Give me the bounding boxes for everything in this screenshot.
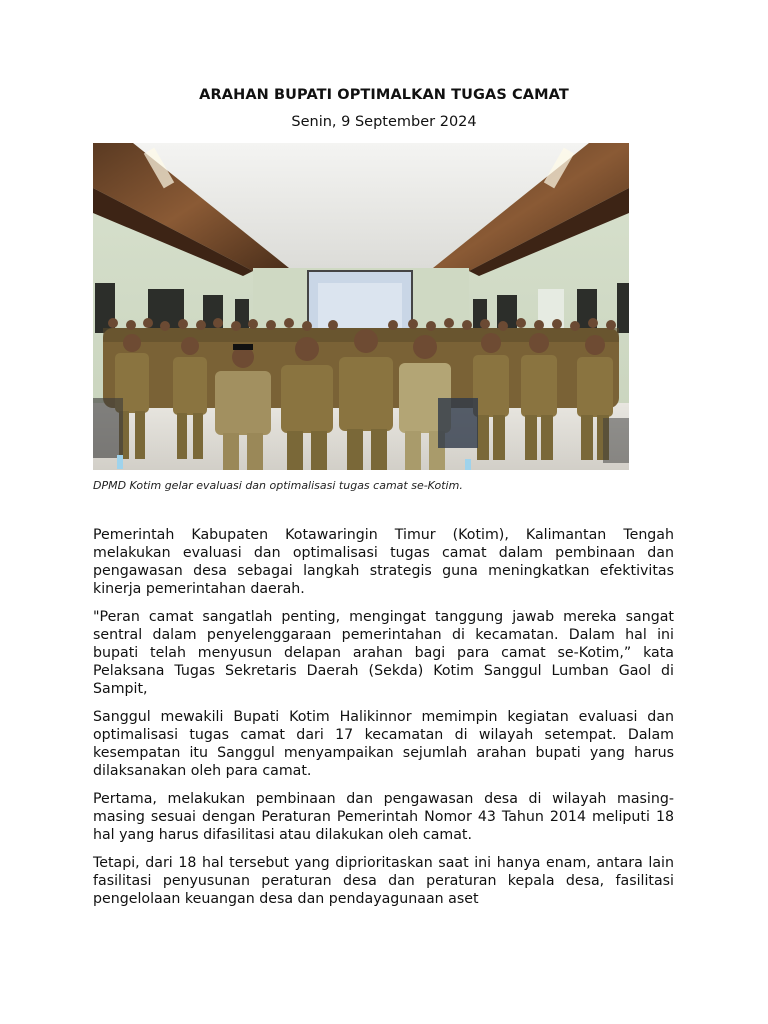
article-photo <box>93 143 629 470</box>
article-paragraph: "Peran camat sangatlah penting, mengingat tanggung jawab mereka sangat sentral dalam penyelenggaraan pemerintahan di kecamatan. Dalam hal ini bupati telah menyusun delapan arahan bagi para camat se-Kotim,” kata Pelaksana Tugas Sekretaris Daerah (Sekda) Kotim Sanggul Lumban Gaol di Sampit, <box>93 609 674 697</box>
article-paragraph: Sanggul mewakili Bupati Kotim Halikinnor memimpin kegiatan evaluasi dan optimalisasi tugas camat dari 17 kecamatan di wilayah setempat. Dalam kesempatan itu Sanggul menyampaikan sejumlah arahan bupati yang harus dilaksanakan oleh para camat. <box>93 709 674 779</box>
article-paragraph: Tetapi, dari 18 hal tersebut yang diprioritaskan saat ini hanya enam, antara lain fasilitasi penyusunan peraturan desa dan peraturan kepala desa, fasilitasi pengelolaan keuangan desa dan pendayagunaan aset <box>93 855 674 907</box>
article-paragraph: Pemerintah Kabupaten Kotawaringin Timur (Kotim), Kalimantan Tengah melakukan evaluasi dan optimalisasi tugas camat dalam pembinaan dan pengawasan desa sebagai langkah strategis guna meningkatkan efektivitas kinerja pemerintahan daerah. <box>93 527 674 597</box>
article-date: Senin, 9 September 2024 <box>291 114 477 130</box>
article-body <box>93 526 674 918</box>
article-title: ARAHAN BUPATI OPTIMALKAN TUGAS CAMAT <box>199 87 569 103</box>
article-paragraph: Pertama, melakukan pembinaan dan pengawasan desa di wilayah masing-masing sesuai dengan Peraturan Pemerintah Nomor 43 Tahun 2014 meliputi 18 hal yang harus difasilitasi atau dilakukan oleh camat. <box>93 791 674 843</box>
photo-caption: DPMD Kotim gelar evaluasi dan optimalisasi tugas camat se-Kotim. <box>93 479 463 492</box>
